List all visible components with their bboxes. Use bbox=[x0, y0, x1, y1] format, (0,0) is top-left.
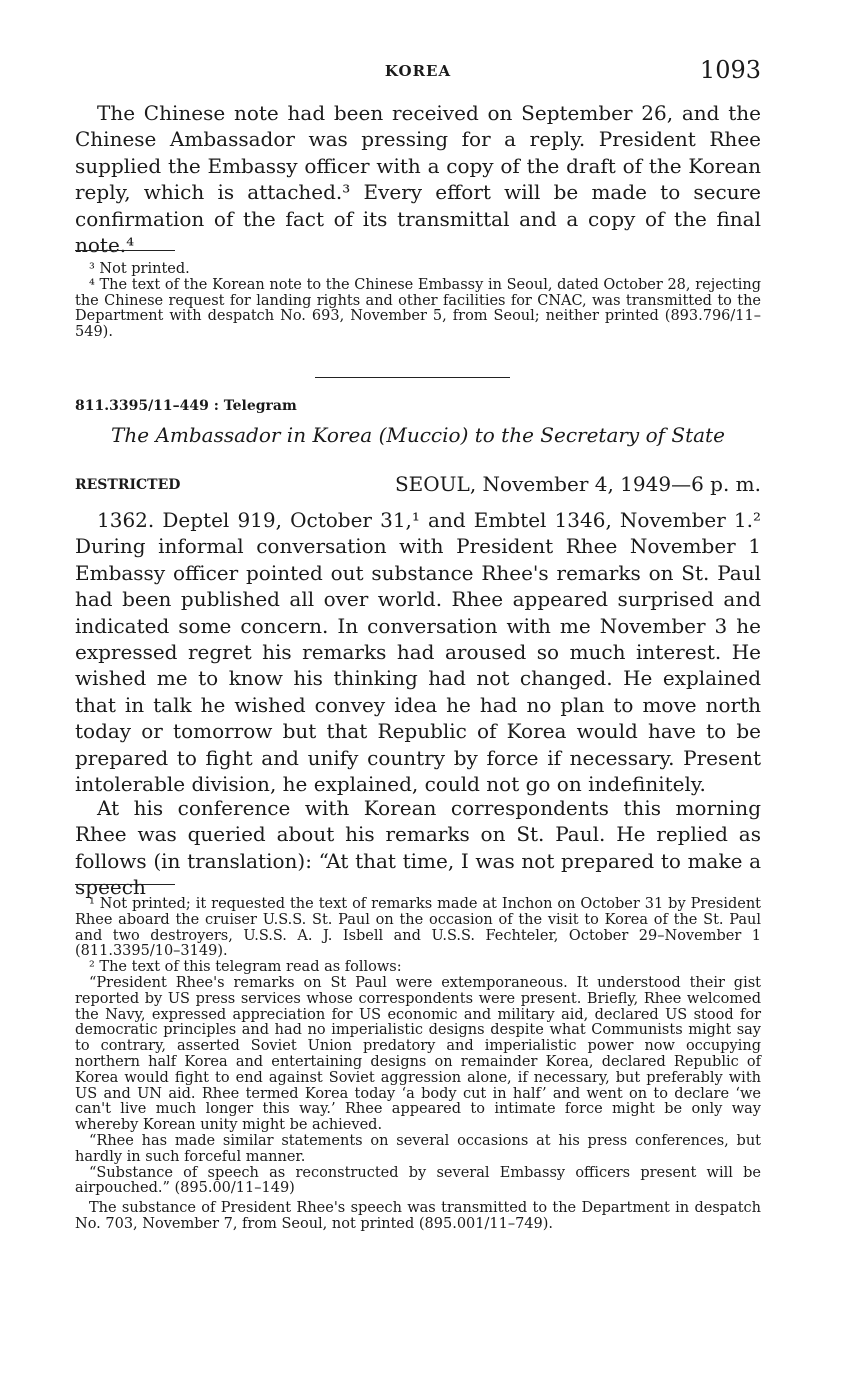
dateline: SEOUL, November 4, 1949—6 p. m. bbox=[394, 472, 761, 496]
footnote-rule-bottom bbox=[75, 884, 175, 885]
intro-paragraph: The Chinese note had been received on September 26, and the Chinese Ambassador was pressing for a reply. President Rhee supplied the Embassy officer with a copy of the draft of the Korean reply, which is attached.³ Every effort will be made to secure confirmation of the fact of its transmittal and a copy of the final note.⁴ bbox=[75, 101, 761, 258]
running-head: KOREA bbox=[384, 62, 452, 80]
classification-label: RESTRICTED bbox=[75, 477, 181, 493]
page-header bbox=[75, 56, 761, 86]
footnote-2-quote-2: “Rhee has made similar statements on several occasions at his press conferences, but hardly in such forceful manner. bbox=[75, 1132, 761, 1165]
footnote-3: ³ Not printed. bbox=[89, 261, 190, 277]
footnote-1: ¹ Not printed; it requested the text of remarks made at Inchon on October 31 by President Rhee aboard the cruiser U.S.S. St. Paul on the occasion of the visit to Korea of the St. Paul and two destroyers, U.S.S. A. J. Isbell and U.S.S. Fechteler, October 29–November 1 (811.3395/10–3149). bbox=[75, 896, 761, 960]
section-divider bbox=[315, 377, 510, 378]
footnote-2-quote-1: “President Rhee's remarks on St Paul were extemporaneous. It understood their gist reported by US press services whose correspondents were present. Briefly, Rhee welcomed the Navy, expressed appreciation for US economic and military aid, declared US stood for democratic principles and had no imperialistic designs despite what Communists might say to contrary, asserted Soviet Union predatory and imperialistic power now occupying northern half Korea and entertaining designs on remainder Korea, declared Republic of Korea would fight to end against Soviet aggression alone, if necessary, but preferably with US and UN aid. Rhee termed Korea today ‘a body cut in half’ and went on to declare ‘we can't live much longer this way.’ Rhee appeared to intimate force might be only way whereby Korean unity might be achieved. bbox=[75, 974, 761, 1134]
file-reference: 811.3395/11–449 : Telegram bbox=[75, 398, 297, 414]
footnote-rule-top bbox=[75, 250, 175, 251]
footnote-4: ⁴ The text of the Korean note to the Chinese Embassy in Seoul, dated October 28, rejecting the Chinese request for landing rights and other facilities for CNAC, was transmitted to the Department with despatch No. 693, November 5, from Seoul; neither printed (893.796/11–549). bbox=[75, 276, 761, 341]
footnote-2-quote-3: “Substance of speech as reconstructed by several Embassy officers present will be airpouched.” (895.00/11–149) bbox=[75, 1164, 761, 1197]
telegram-paragraph-1: 1362. Deptel 919, October 31,¹ and Embtel 1346, November 1.² During informal conversation with President Rhee November 1 Embassy officer pointed out substance Rhee's remarks on St. Paul had been published all over world. Rhee appeared surprised and indicated some concern. In conversation with me November 3 he expressed regret his remarks had aroused so much interest. He wished me to know his thinking had not changed. He explained that in talk he wished convey idea he had no plan to move north today or tomorrow but that Republic of Korea would have to be prepared to fight and unify country by force if necessary. Present intolerable division, he explained, could not go on indefinitely. bbox=[75, 508, 761, 797]
footnotes-top bbox=[75, 262, 761, 341]
footnote-2: ² The text of this telegram read as follows: bbox=[89, 959, 402, 976]
telegram-paragraph-2: At his conference with Korean correspondents this morning Rhee was queried about his remarks on St. Paul. He replied as follows (in translation): “At that time, I was not prepared to make a speech bbox=[75, 796, 761, 900]
page-number: 1093 bbox=[699, 56, 761, 84]
footnote-closing-note: The substance of President Rhee's speech was transmitted to the Department in despatch No. 703, November 7, from Seoul, not printed (895.001/11–749). bbox=[75, 1200, 761, 1232]
document-title: The Ambassador in Korea (Muccio) to the Secretary of State bbox=[111, 423, 725, 447]
footnotes-bottom bbox=[75, 897, 761, 1233]
telegram-meta bbox=[75, 472, 761, 500]
